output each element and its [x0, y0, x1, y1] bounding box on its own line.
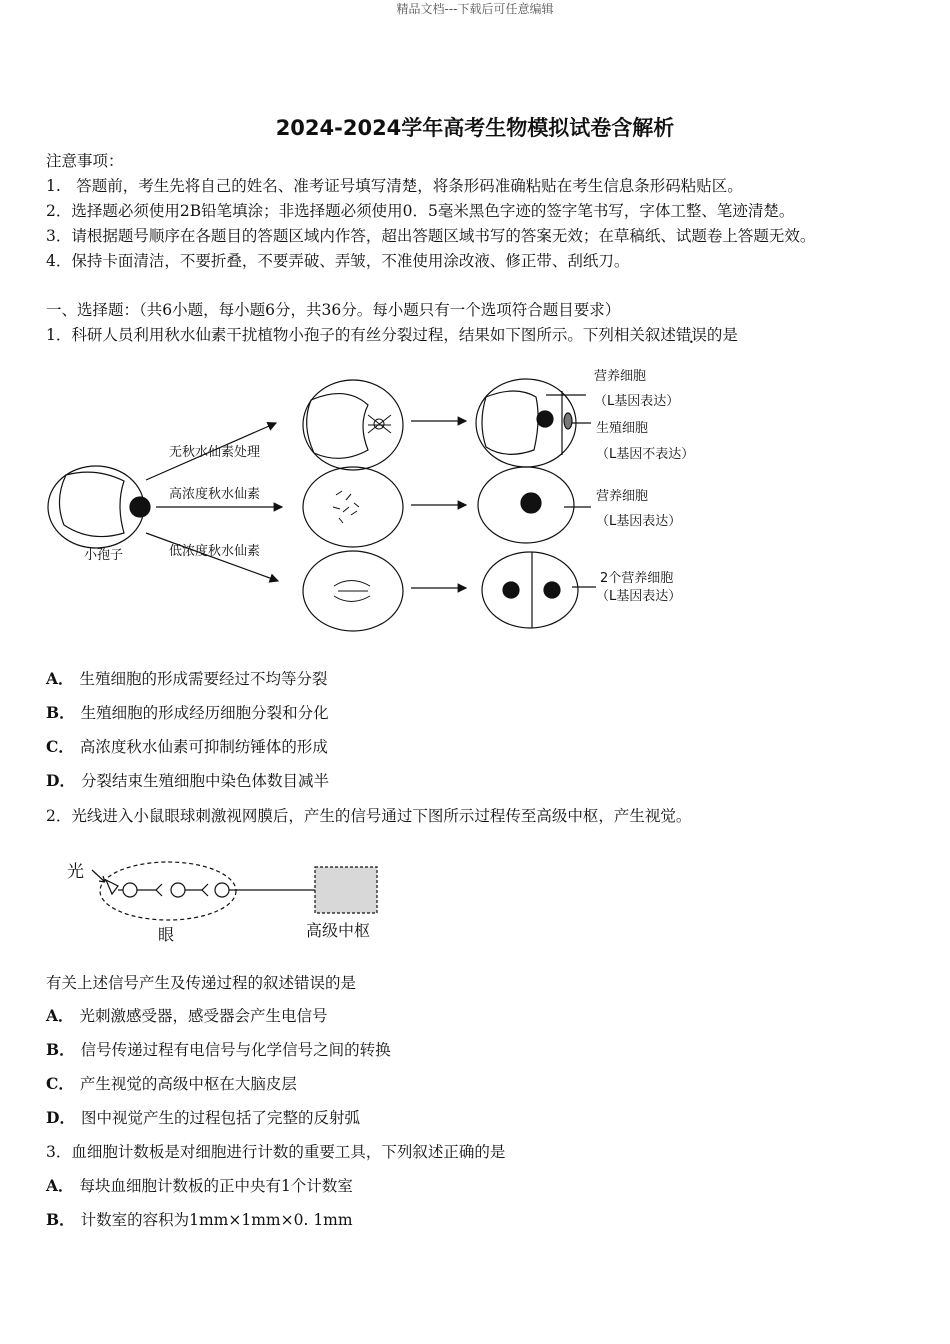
page-header: 精品文档---下载后可任意编辑 [396, 2, 554, 16]
option-letter: A． [46, 1176, 74, 1195]
spindle-bot [334, 581, 370, 602]
stem-text: 的是 [706, 326, 738, 344]
option-letter: B． [46, 703, 75, 722]
microspore-vacuole [59, 472, 124, 536]
label-low-colchicine: 低浓度秋水仙素 [169, 544, 261, 559]
microspore-figure [46, 355, 746, 635]
spindle-top [368, 415, 391, 433]
question-1-stem [46, 325, 738, 345]
label-vegetative-cell: 营养细胞 [594, 369, 647, 384]
q1-option-a[interactable] [46, 669, 328, 689]
option-text: 信号传递过程有电信号与化学信号之间的转换 [80, 1041, 391, 1059]
page-title: 2024-2024学年高考生物模拟试卷含解析 [275, 116, 675, 140]
option-text: 生殖细胞的形成需要经过不均等分裂 [79, 670, 328, 688]
option-letter: A． [46, 669, 74, 688]
option-letter: D． [46, 1108, 75, 1127]
q2-option-d[interactable] [46, 1108, 360, 1128]
scattered-chromosomes [333, 491, 359, 523]
option-text: 高浓度秋水仙素可抑制纺锤体的形成 [79, 738, 328, 756]
label-microspore: 小孢子 [84, 548, 124, 563]
light-ray-icon [92, 870, 105, 882]
notice-item: 2．选择题必须使用2B铅笔填涂；非选择题必须使用0．5毫米黑色字迹的签字笔书写，字体工整、笔迹清楚。 [46, 202, 795, 220]
option-letter: C． [46, 1074, 74, 1093]
label-two-vegetative-cells: 2个营养细胞 [600, 571, 674, 586]
option-text: 计数室的容积为1mm×1mm×0. 1mm [80, 1211, 353, 1229]
nucleus-bot-right [544, 582, 560, 598]
option-letter: C． [46, 737, 74, 756]
receptor-tip [106, 880, 118, 894]
option-text: 生殖细胞的形成经历细胞分裂和分化 [80, 704, 329, 722]
nucleus-bot-left [503, 582, 519, 598]
notice-heading: 注意事项： [46, 152, 124, 170]
label-light: 光 [67, 862, 84, 882]
label-higher-center: 高级中枢 [306, 921, 371, 940]
generative-nucleus-top [564, 413, 572, 429]
stem-emphasis: 错误 [675, 326, 707, 344]
label-eye: 眼 [158, 925, 175, 944]
q3-option-a[interactable] [46, 1176, 353, 1196]
option-letter: D． [46, 771, 75, 790]
notice-item: 3．请根据题号顺序在各题目的答题区域内作答，超出答题区域书写的答案无效；在草稿纸、试题卷上答题无效。 [46, 227, 816, 245]
stem-text: 1．科研人员利用秋水仙素干扰植物小孢子的有丝分裂过程，结果如下图所示。下列相关叙述 [46, 326, 676, 344]
question-3-stem: 3．血细胞计数板是对细胞进行计数的重要工具，下列叙述正确的是 [46, 1143, 506, 1161]
vacuole-top [307, 394, 368, 459]
option-text: 分裂结束生殖细胞中染色体数目减半 [80, 772, 329, 790]
option-letter: B． [46, 1210, 75, 1229]
microspore-nucleus [130, 497, 150, 517]
q3-option-b[interactable] [46, 1210, 353, 1230]
option-text: 每块血细胞计数板的正中央有1个计数室 [79, 1177, 353, 1195]
label-l-expressed-mid: （L基因表达） [596, 514, 682, 529]
vacuole-top-right [482, 391, 538, 454]
label-l-not-expressed: （L基因不表达） [596, 447, 695, 462]
option-letter: B． [46, 1040, 75, 1059]
label-vegetative-cell-mid: 营养细胞 [596, 489, 649, 504]
notice-item: 1. 答题前，考生先将自己的姓名、准考证号填写清楚，将条形码准确粘贴在考生信息条形码粘贴区。 [46, 177, 743, 195]
option-text: 产生视觉的高级中枢在大脑皮层 [79, 1075, 297, 1093]
q2-option-b[interactable] [46, 1040, 391, 1060]
question-2-sub-stem: 有关上述信号产生及传递过程的叙述错误的是 [46, 974, 357, 992]
synapse-1 [156, 884, 162, 896]
label-l-expressed: （L基因表达） [594, 394, 680, 409]
higher-center-box [315, 867, 377, 913]
question-2-stem: 2．光线进入小鼠眼球刺激视网膜后，产生的信号通过下图所示过程传至高级中枢，产生视觉。 [46, 807, 692, 825]
nucleus-mid [521, 493, 541, 513]
label-no-colchicine: 无秋水仙素处理 [169, 445, 261, 460]
q2-option-a[interactable] [46, 1006, 328, 1026]
neuron-1 [123, 883, 137, 897]
q1-option-c[interactable] [46, 737, 328, 757]
notice-item: 4．保持卡面清洁，不要折叠，不要弄破、弄皱，不准使用涂改液、修正带、刮纸刀。 [46, 252, 630, 270]
section-heading: 一、选择题：（共6小题，每小题6分，共36分。每小题只有一个选项符合题目要求） [46, 301, 621, 319]
neuron-3 [215, 883, 229, 897]
option-text: 光刺激感受器，感受器会产生电信号 [79, 1007, 328, 1025]
vegetative-nucleus-top [537, 411, 553, 427]
visual-pathway-figure [60, 850, 400, 950]
label-generative-cell: 生殖细胞 [596, 421, 649, 436]
dividing-cell-mid [303, 467, 403, 547]
neuron-2 [171, 883, 185, 897]
q1-option-d[interactable] [46, 771, 329, 791]
label-l-expressed-bot: （L基因表达） [596, 589, 682, 604]
option-text: 图中视觉产生的过程包括了完整的反射弧 [80, 1109, 360, 1127]
q2-option-c[interactable] [46, 1074, 297, 1094]
label-high-colchicine: 高浓度秋水仙素 [169, 487, 261, 502]
option-letter: A． [46, 1006, 74, 1025]
two-cells-bot [482, 552, 578, 628]
q1-option-b[interactable] [46, 703, 329, 723]
